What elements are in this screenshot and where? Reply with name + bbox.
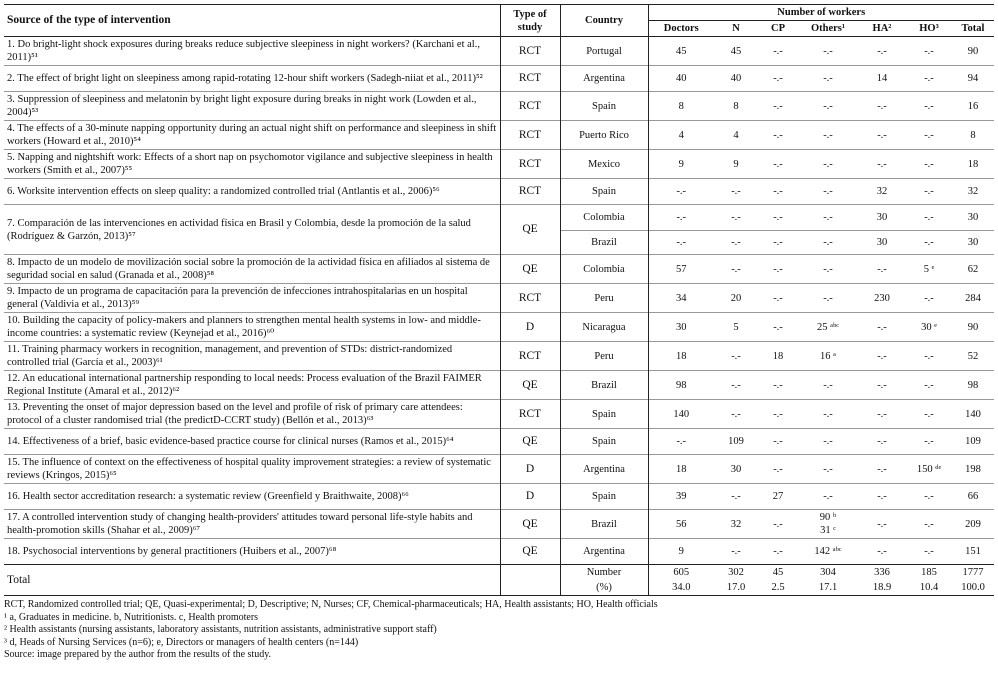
value-cell: -.-	[924, 45, 934, 57]
value-cell: -.-	[773, 379, 783, 391]
value-cell: -.-	[798, 231, 858, 255]
value-cell: 90	[967, 45, 979, 57]
note-line: ² Health assistants (nursing assistants, laboratory assistants, nutrition assistants, administrative support staff)	[4, 624, 437, 635]
country-cell: Argentina	[560, 539, 648, 565]
total-pct-cell: 34.0	[672, 582, 691, 593]
country-cell: Spain	[560, 484, 648, 510]
value-cell: -.-	[731, 263, 741, 275]
value-cell: -.-	[714, 231, 758, 255]
source-cell: 14. Effectiveness of a brief, basic evidence-based practice course for clinical nurses (Ramos et al., 2015)⁶⁴	[4, 429, 500, 455]
table-row	[4, 66, 994, 92]
value-line: 90 ᵇ	[819, 512, 837, 523]
value-cell: 8	[733, 100, 739, 112]
value-cell: 52	[967, 350, 979, 362]
table-row	[4, 179, 994, 205]
table-row	[4, 255, 994, 284]
value-cell: -.-	[924, 546, 934, 557]
value-cell: -.-	[823, 100, 833, 112]
table-row	[4, 400, 994, 429]
total-number-label: Number	[560, 565, 648, 581]
total-number-cell: 1777	[962, 567, 984, 578]
country-cell: Argentina	[560, 455, 648, 484]
value-cell: 16 ᵃ	[820, 350, 836, 362]
value-cell: -.-	[924, 292, 934, 304]
country-cell: Puerto Rico	[560, 121, 648, 150]
value-cell: -.-	[731, 186, 741, 197]
country-cell: Spain	[560, 179, 648, 205]
table-notes	[4, 599, 994, 662]
value-cell: -.-	[877, 546, 887, 557]
value-cell: 30	[858, 231, 906, 255]
value-cell: 30	[676, 321, 687, 333]
value-cell: -.-	[877, 321, 887, 333]
value-cell: 56	[676, 518, 687, 530]
header-col-4: HA²	[872, 23, 892, 34]
type-cell: RCT	[500, 37, 560, 66]
country-cell: Brazil	[560, 510, 648, 539]
header-country: Country	[560, 5, 648, 37]
total-number-cell: 304	[820, 567, 836, 578]
value-cell: 62	[967, 263, 979, 275]
value-cell: -.-	[877, 408, 887, 420]
value-cell: 198	[965, 463, 981, 475]
value-cell: -.-	[823, 436, 833, 447]
value-cell: -.-	[877, 463, 887, 475]
value-cell: -.-	[823, 263, 833, 275]
type-cell: D	[500, 484, 560, 510]
total-pct-cell: 2.5	[771, 582, 785, 593]
value-cell: 32	[876, 186, 888, 197]
value-cell: -.-	[924, 100, 934, 112]
value-cell: -.-	[676, 186, 687, 197]
value-cell: -.-	[823, 491, 833, 502]
value-cell: -.-	[906, 231, 952, 255]
source-cell: 10. Building the capacity of policy-makers and planners to strengthen mental health systems in low- and middle-income countries: a systematic review (Keynejad et al., 2016)⁶⁰	[4, 313, 500, 342]
value-cell: -.-	[731, 379, 741, 391]
country-cell: Spain	[560, 400, 648, 429]
note-line: RCT, Randomized controlled trial; QE, Quasi-experimental; D, Descriptive; N, Nurses; CF, Chemical-pharmaceuticals; HA, Health assistants; HO, Health officials	[4, 599, 658, 610]
source-cell: 7. Comparación de las intervenciones en actividad física en Brasil y Colombia, desde la promoción de la salud (Rodríguez & Garzón, 2013)⁵⁷	[4, 205, 500, 255]
value-cell: -.-	[773, 45, 783, 57]
country-cell: Spain	[560, 429, 648, 455]
type-cell: QE	[500, 205, 560, 255]
value-cell: 27	[772, 491, 784, 502]
value-cell: -.-	[823, 73, 833, 84]
value-cell: 8	[678, 100, 684, 112]
source-cell: 4. The effects of a 30-minute napping opportunity during an actual night shift on performance and sleepiness in shift workers (Howard et al., 2010)⁵⁴	[4, 121, 500, 150]
source-cell: 1. Do bright-light shock exposures during breaks reduce subjective sleepiness in night workers? (Karchani et al., 2011)⁵¹	[4, 37, 500, 66]
table-row	[4, 484, 994, 510]
note-line: ¹ a, Graduates in medicine. b, Nutritionists. c, Health promoters	[4, 611, 259, 623]
header-col-6: Total	[961, 23, 985, 34]
table-row	[4, 205, 994, 231]
total-pct-cell: 100.0	[961, 582, 985, 593]
value-cell: -.-	[823, 45, 833, 57]
table-row	[4, 284, 994, 313]
value-cell: -.-	[924, 186, 934, 197]
value-cell: 66	[967, 491, 979, 502]
value-cell: -.-	[773, 436, 783, 447]
total-number-cell: 302	[728, 567, 744, 578]
value-cell: 14	[876, 73, 888, 84]
type-cell: QE	[500, 371, 560, 400]
value-cell: -.-	[731, 408, 741, 420]
header-col-2: CP	[771, 23, 785, 34]
total-pct-cell: 18.9	[872, 582, 892, 593]
value-cell: -.-	[773, 321, 783, 333]
value-cell: -.-	[924, 436, 934, 447]
value-cell: 90	[967, 321, 979, 333]
value-cell: 30	[952, 231, 994, 255]
table-row	[4, 121, 994, 150]
type-cell: RCT	[500, 66, 560, 92]
value-cell: -.-	[731, 350, 741, 362]
header-col-3: Others¹	[810, 23, 846, 34]
value-cell: 109	[728, 436, 744, 447]
value-cell: -.-	[924, 212, 934, 223]
value-cell: 9	[678, 546, 684, 557]
type-cell: RCT	[500, 179, 560, 205]
value-cell: 4	[733, 129, 739, 141]
value-cell: 40	[730, 73, 742, 84]
source-cell: 18. Psychosocial interventions by general practitioners (Huibers et al., 2007)⁶⁸	[4, 539, 500, 565]
value-cell: 284	[965, 292, 981, 304]
country-cell: Peru	[560, 284, 648, 313]
total-pct-cell: 10.4	[919, 582, 939, 593]
value-cell: 32	[730, 518, 742, 530]
type-cell: QE	[500, 539, 560, 565]
header-type-of-study: Type of study	[500, 5, 560, 37]
table-row	[4, 539, 994, 565]
value-cell: 34	[676, 292, 687, 304]
value-cell: -.-	[823, 463, 833, 475]
note-line: ³ d, Heads of Nursing Services (n=6); e, Directors or managers of health centers (n=144)	[4, 636, 359, 648]
value-cell: 5	[733, 321, 739, 333]
table-row	[4, 37, 994, 66]
type-cell: RCT	[500, 92, 560, 121]
country-cell: Spain	[560, 92, 648, 121]
type-cell: D	[500, 455, 560, 484]
table-row	[4, 455, 994, 484]
value-cell: -.-	[924, 379, 934, 391]
value-cell: -.-	[773, 463, 783, 475]
table-row	[4, 510, 994, 539]
source-cell: 13. Preventing the onset of major depression based on the level and profile of risk of primary care attendees: protocol of a cluster randomised trial (the predictD-CCRT study) (Bellón et al., 2013)⁶³	[4, 400, 500, 429]
total-pct-cell: 17.0	[726, 582, 746, 593]
header-col-1: N	[732, 23, 740, 34]
value-cell: 98	[967, 379, 979, 391]
value-cell: -.-	[877, 379, 887, 391]
value-cell: -.-	[731, 491, 741, 502]
total-spacer	[500, 565, 560, 596]
table-row	[4, 342, 994, 371]
value-cell: 150 ᵈᵉ	[916, 463, 942, 475]
value-cell: 30	[967, 212, 979, 223]
table-row	[4, 150, 994, 179]
value-cell: -.-	[676, 436, 687, 447]
value-cell: 45	[730, 45, 742, 57]
value-cell: -.-	[773, 158, 783, 170]
value-cell: -.-	[823, 379, 833, 391]
value-cell: 140	[673, 408, 690, 420]
table-figure	[4, 4, 994, 662]
value-cell: 98	[676, 379, 687, 391]
header-col-0: Doctors	[663, 23, 699, 34]
source-cell: 3. Suppression of sleepiness and melatonin by bright light exposure during breaks in night work (Lowden et al., 2004)⁵³	[4, 92, 500, 121]
type-cell: RCT	[500, 342, 560, 371]
source-cell: 5. Napping and nightshift work: Effects of a short nap on psychomotor vigilance and subjective sleepiness in health workers (Smith et al., 2007)⁵⁵	[4, 150, 500, 179]
value-cell: -.-	[773, 292, 783, 304]
value-cell: 30 ᵉ	[921, 321, 937, 333]
value-cell: -.-	[877, 129, 887, 141]
value-cell: -.-	[823, 158, 833, 170]
value-cell: -.-	[773, 263, 783, 275]
country-cell: Brazil	[560, 371, 648, 400]
source-cell: 8. Impacto de un modelo de movilización social sobre la promoción de la actividad física en afiliados al sistema de seguridad social en salud (Granada et al., 2008)⁵⁸	[4, 255, 500, 284]
value-cell: -.-	[823, 186, 833, 197]
total-pct-label: (%)	[560, 580, 648, 596]
value-cell: 142 ᵃᵇᶜ	[814, 546, 842, 557]
value-cell: -.-	[924, 129, 934, 141]
header-source: Source of the type of intervention	[4, 5, 500, 37]
value-cell: 40	[676, 73, 687, 84]
value-cell: -.-	[877, 158, 887, 170]
type-cell: RCT	[500, 284, 560, 313]
value-cell: -.-	[924, 518, 934, 530]
country-cell: Colombia	[560, 255, 648, 284]
value-cell: -.-	[648, 231, 714, 255]
source-cell: 6. Worksite intervention effects on sleep quality: a randomized controlled trial (Antlantis et al., 2006)⁵⁶	[4, 179, 500, 205]
note-line: Source: image prepared by the author from the results of the study.	[4, 649, 272, 660]
type-cell: QE	[500, 510, 560, 539]
value-cell: -.-	[924, 158, 934, 170]
country-cell: Brazil	[560, 231, 648, 255]
interventions-table	[4, 4, 994, 596]
value-line: 31 ᶜ	[820, 525, 836, 536]
value-cell: -.-	[773, 408, 783, 420]
country-cell: Nicaragua	[560, 313, 648, 342]
value-cell: 30	[876, 212, 888, 223]
source-cell: 16. Health sector accreditation research: a systematic review (Greenfield y Braithwaite, 2008)⁶⁶	[4, 484, 500, 510]
value-cell: -.-	[773, 518, 783, 530]
value-cell: 140	[965, 408, 981, 420]
value-cell: 94	[967, 73, 979, 84]
value-cell: 16	[967, 100, 979, 112]
value-cell	[798, 510, 858, 539]
value-cell: 45	[676, 45, 687, 57]
country-cell: Mexico	[560, 150, 648, 179]
total-label: Total	[4, 565, 500, 596]
total-number-cell: 605	[673, 567, 690, 578]
value-cell: 209	[965, 518, 981, 530]
total-number-cell: 45	[772, 567, 784, 578]
total-number-cell: 185	[921, 567, 937, 578]
table-row	[4, 92, 994, 121]
source-cell: 9. Impacto de un programa de capacitación para la prevención de infecciones intrahospitalarias en un hospital general (Valdivia et al., 2013)⁵⁹	[4, 284, 500, 313]
value-cell: -.-	[676, 212, 687, 223]
value-cell: -.-	[773, 212, 783, 223]
country-cell: Colombia	[560, 205, 648, 231]
type-cell: QE	[500, 429, 560, 455]
total-row	[4, 565, 994, 581]
value-cell: -.-	[773, 186, 783, 197]
table-row	[4, 371, 994, 400]
value-cell: 5 ᵉ	[923, 263, 935, 275]
value-cell: 8	[970, 129, 976, 141]
value-cell: -.-	[731, 546, 741, 557]
value-cell: 30	[730, 463, 742, 475]
value-cell: -.-	[924, 73, 934, 84]
value-cell: -.-	[773, 129, 783, 141]
value-cell: -.-	[877, 350, 887, 362]
value-cell: 109	[965, 436, 981, 447]
header-col-5: HO³	[919, 23, 939, 34]
value-cell: -.-	[773, 546, 783, 557]
type-cell: QE	[500, 255, 560, 284]
type-cell: RCT	[500, 150, 560, 179]
country-cell: Portugal	[560, 37, 648, 66]
country-cell: Peru	[560, 342, 648, 371]
type-cell: RCT	[500, 400, 560, 429]
source-cell: 17. A controlled intervention study of changing health-providers' attitudes toward personal life-style habits and health-promotion skills (Shahar et al., 2009)⁶⁷	[4, 510, 500, 539]
value-cell: 18	[772, 350, 784, 362]
value-cell: -.-	[731, 212, 741, 223]
type-cell: D	[500, 313, 560, 342]
value-cell: 39	[676, 491, 687, 502]
value-cell: 230	[874, 292, 890, 304]
value-cell: 151	[965, 546, 981, 557]
total-number-cell: 336	[874, 567, 890, 578]
value-cell: 18	[676, 463, 687, 475]
value-cell: 25 ᵃᵇᶜ	[817, 321, 839, 333]
table-row	[4, 429, 994, 455]
value-cell: -.-	[823, 129, 833, 141]
value-cell: -.-	[877, 100, 887, 112]
value-cell: 9	[678, 158, 684, 170]
country-cell: Argentina	[560, 66, 648, 92]
value-cell: -.-	[823, 212, 833, 223]
value-cell: 18	[676, 350, 687, 362]
source-cell: 12. An educational international partnership responding to local needs: Process evaluation of the Brazil FAIMER Regional Institute (Amaral et al., 2012)⁶²	[4, 371, 500, 400]
value-cell: -.-	[758, 231, 798, 255]
header-number-of-workers: Number of workers	[648, 5, 994, 21]
value-cell: 20	[730, 292, 742, 304]
source-cell: 11. Training pharmacy workers in recognition, management, and prevention of STDs: district-randomized controlled trial (García et al., 2003)⁶¹	[4, 342, 500, 371]
value-cell: -.-	[773, 73, 783, 84]
source-cell: 2. The effect of bright light on sleepiness among rapid-rotating 12-hour shift workers (Sadegh-niiat et al., 2011)⁵²	[4, 66, 500, 92]
value-cell: -.-	[877, 518, 887, 530]
value-cell: 9	[733, 158, 739, 170]
value-cell: 18	[967, 158, 979, 170]
type-cell: RCT	[500, 121, 560, 150]
value-cell: 57	[676, 263, 687, 275]
total-pct-cell: 17.1	[818, 582, 838, 593]
value-cell: -.-	[823, 292, 833, 304]
value-cell: -.-	[877, 491, 887, 502]
value-cell: -.-	[877, 263, 887, 275]
value-cell: -.-	[823, 408, 833, 420]
value-cell: -.-	[877, 436, 887, 447]
value-cell: 32	[967, 186, 979, 197]
table-row	[4, 313, 994, 342]
source-cell: 15. The influence of context on the effectiveness of hospital quality improvement strategies: a review of systematic reviews (Kringos, 2015)⁶⁵	[4, 455, 500, 484]
value-cell: 4	[678, 129, 684, 141]
value-cell: -.-	[877, 45, 887, 57]
value-cell: -.-	[773, 100, 783, 112]
value-cell: -.-	[924, 491, 934, 502]
value-cell: -.-	[924, 350, 934, 362]
value-cell: -.-	[924, 408, 934, 420]
